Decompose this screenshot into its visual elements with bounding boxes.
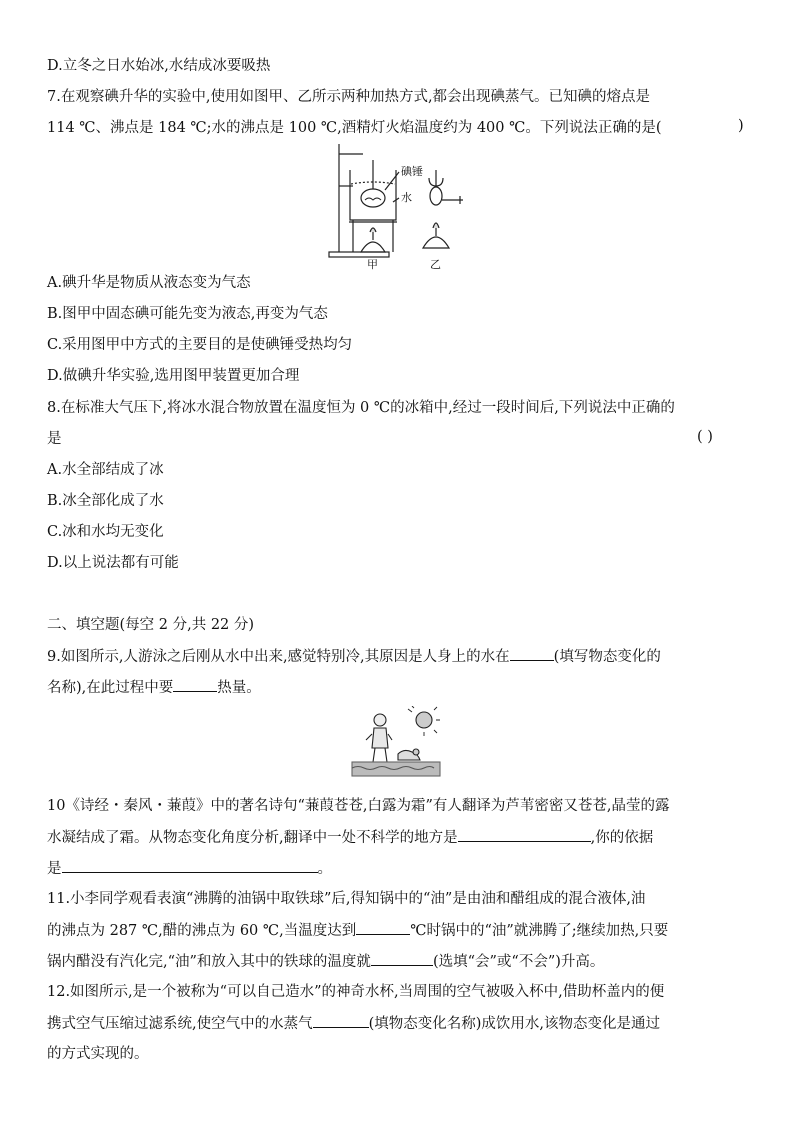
q9-text-b: (填写物态变化的 bbox=[553, 649, 661, 665]
q11-line3 bbox=[47, 951, 604, 972]
q10-text-d: 。 bbox=[317, 861, 332, 877]
person-body bbox=[372, 728, 388, 748]
q8-option-a: A.水全部结成了冰 bbox=[47, 462, 164, 478]
alcohol-lamp-yi bbox=[423, 237, 449, 248]
q12-line2 bbox=[47, 1013, 660, 1034]
q8-stem-line2: 是 bbox=[47, 431, 62, 447]
q8-option-c: C.冰和水均无变化 bbox=[47, 524, 164, 540]
q8-stem-line1: 8.在标准大气压下,将冰水混合物放置在温度恒为 0 ℃的冰箱中,经过一段时间后,下列说法中正确的 bbox=[47, 400, 675, 416]
q9-text-d: 热量。 bbox=[217, 680, 261, 696]
q9-blank-2[interactable] bbox=[173, 677, 217, 692]
q9-blank-1[interactable] bbox=[510, 646, 554, 661]
stand-base bbox=[329, 252, 389, 257]
q10-line2 bbox=[47, 827, 653, 848]
q11-text-a: 的沸点为 287 ℃,醋的沸点为 60 ℃,当温度达到 bbox=[47, 923, 357, 939]
q12-text-a: 携式空气压缩过滤系统,使空气中的水蒸气 bbox=[47, 1016, 313, 1032]
iodine-apparatus-figure bbox=[323, 140, 473, 270]
q12-line3: 的方式实现的。 bbox=[47, 1046, 149, 1062]
q10-line3 bbox=[47, 858, 332, 879]
q11-blank-1[interactable] bbox=[356, 920, 410, 935]
q11-text-b: ℃时锅中的“油”就沸腾了;继续加热,只要 bbox=[410, 923, 669, 939]
q11-text-d: (选填“会”或“不会”)升高。 bbox=[432, 954, 605, 970]
q10-text-a: 水凝结成了霜。从物态变化角度分析,翻译中一处不科学的地方是 bbox=[47, 830, 458, 846]
q11-text-c: 锅内醋没有汽化完,“油”和放入其中的铁球的温度就 bbox=[47, 954, 371, 970]
q12-text-b: (填物态变化名称)成饮用水,该物态变化是通过 bbox=[368, 1016, 661, 1032]
q10-blank-2[interactable] bbox=[62, 858, 318, 873]
sun-icon bbox=[416, 712, 432, 728]
q7-option-b: B.图甲中固态碘可能先变为液态,再变为气态 bbox=[47, 306, 328, 322]
q7-option-a: A.碘升华是物质从液态变为气态 bbox=[47, 275, 251, 291]
q7-stem-text: 114 ℃、沸点是 184 ℃;水的沸点是 100 ℃,酒精灯火焰温度约为 400 ℃。下列说法正确的是( bbox=[47, 120, 662, 136]
q8-answer-paren: ( ) bbox=[697, 429, 713, 445]
q10-line1: 10《诗经・秦风・蒹葭》中的著名诗句“蒹葭苍苍,白露为霜”有人翻译为芦苇密密又苍苍,晶莹的露 bbox=[47, 798, 670, 814]
q9-text-c: 名称),在此过程中要 bbox=[47, 680, 174, 696]
q8-option-b: B.冰全部化成了水 bbox=[47, 493, 164, 509]
q7-stem-line1: 7.在观察碘升华的实验中,使用如图甲、乙所示两种加热方式,都会出现碘蒸气。已知碘的熔点是 bbox=[47, 89, 651, 105]
iodine-hammer-a bbox=[361, 189, 385, 207]
q11-line1: 11.小李同学观看表演“沸腾的油锅中取铁球”后,得知锅中的“油”是由油和醋组成的混合液体,油 bbox=[47, 891, 646, 907]
q9-line1 bbox=[47, 646, 661, 667]
q7-option-c: C.采用图甲中方式的主要目的是使碘锤受热均匀 bbox=[47, 337, 353, 353]
q10-text-b: ,你的依据 bbox=[590, 830, 654, 846]
q10-text-c: 是 bbox=[47, 861, 62, 877]
q10-blank-1[interactable] bbox=[458, 827, 591, 842]
label-water: 水 bbox=[401, 191, 412, 204]
q12-line1: 12.如图所示,是一个被称为“可以自己造水”的神奇水杯,当周围的空气被吸入杯中,借助杯盖内的便 bbox=[47, 984, 665, 1000]
label-jia: 甲 bbox=[367, 258, 378, 270]
person-head bbox=[374, 714, 386, 726]
q11-blank-2[interactable] bbox=[371, 951, 433, 966]
q7-answer-paren-close: ) bbox=[738, 118, 744, 134]
q8-option-d: D.以上说法都有可能 bbox=[47, 555, 179, 571]
swimmer-figure bbox=[346, 706, 446, 778]
label-iodine-hammer: 碘锤 bbox=[401, 165, 423, 178]
iodine-hammer-b bbox=[430, 187, 442, 205]
q9-text-a: 9.如图所示,人游泳之后刚从水中出来,感觉特别冷,其原因是人身上的水在 bbox=[47, 649, 510, 665]
label-yi: 乙 bbox=[430, 258, 441, 270]
q9-line2 bbox=[47, 677, 261, 698]
alcohol-lamp-jia bbox=[361, 242, 385, 252]
q11-line2 bbox=[47, 920, 668, 941]
section2-title: 二、填空题(每空 2 分,共 22 分) bbox=[47, 617, 255, 633]
q12-blank-1[interactable] bbox=[313, 1013, 369, 1028]
q7-stem-line2 bbox=[47, 118, 662, 138]
q6-option-d: D.立冬之日水始冰,水结成冰要吸热 bbox=[47, 58, 271, 74]
q7-option-d: D.做碘升华实验,选用图甲装置更加合理 bbox=[47, 368, 300, 384]
